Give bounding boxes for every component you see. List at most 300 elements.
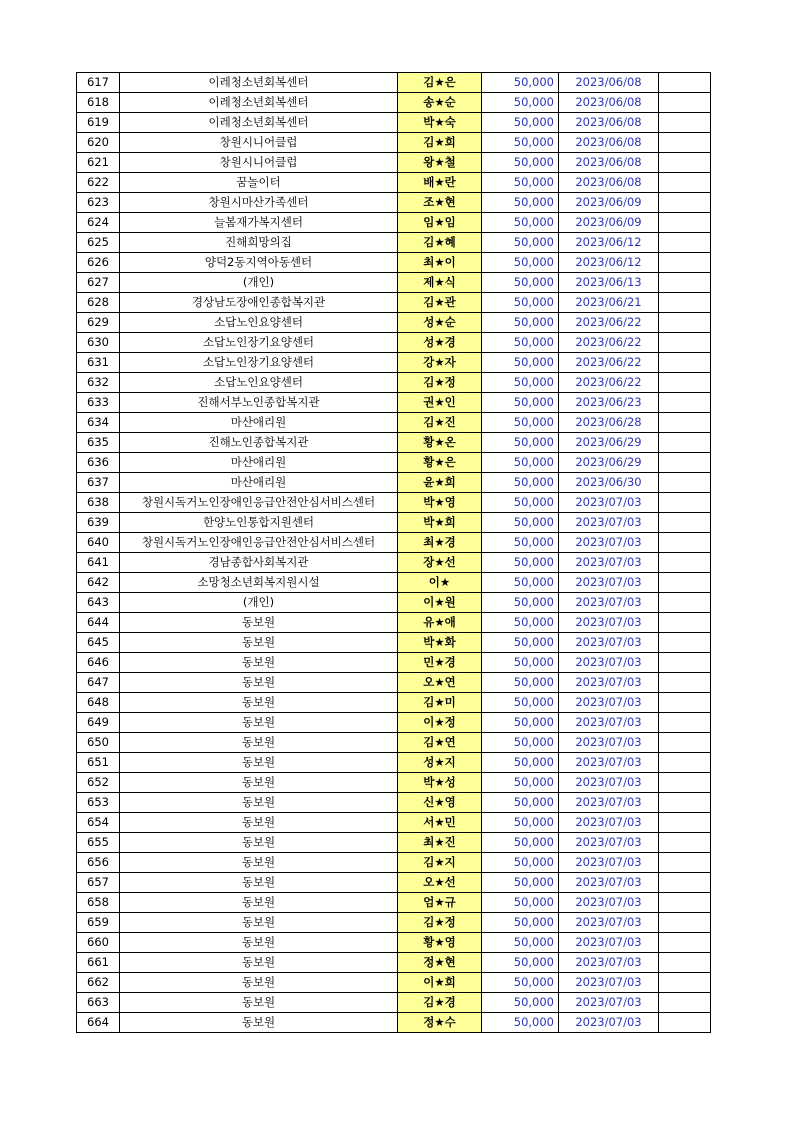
donor-name-cell: 김★진 — [398, 413, 482, 433]
amount-cell: 50,000 — [482, 73, 559, 93]
blank-cell — [659, 753, 711, 773]
table-row — [77, 933, 711, 953]
date-cell: 2023/06/22 — [559, 313, 659, 333]
date-cell: 2023/07/03 — [559, 953, 659, 973]
date-cell: 2023/07/03 — [559, 813, 659, 833]
date-cell: 2023/07/03 — [559, 993, 659, 1013]
organization-cell: 창원시독거노인장애인응급안전안심서비스센터 — [120, 493, 398, 513]
amount-cell: 50,000 — [482, 753, 559, 773]
donor-name-cell: 제★식 — [398, 273, 482, 293]
date-cell: 2023/06/23 — [559, 393, 659, 413]
blank-cell — [659, 73, 711, 93]
blank-cell — [659, 893, 711, 913]
table-row — [77, 473, 711, 493]
amount-cell: 50,000 — [482, 333, 559, 353]
organization-cell: 동보원 — [120, 773, 398, 793]
blank-cell — [659, 533, 711, 553]
amount-cell: 50,000 — [482, 773, 559, 793]
date-cell: 2023/07/03 — [559, 593, 659, 613]
date-cell: 2023/07/03 — [559, 853, 659, 873]
table-row — [77, 593, 711, 613]
blank-cell — [659, 433, 711, 453]
row-number: 658 — [77, 893, 120, 913]
date-cell: 2023/07/03 — [559, 653, 659, 673]
blank-cell — [659, 973, 711, 993]
row-number: 632 — [77, 373, 120, 393]
blank-cell — [659, 353, 711, 373]
donor-name-cell: 성★경 — [398, 333, 482, 353]
organization-cell: 양덕2동지역아동센터 — [120, 253, 398, 273]
row-number: 654 — [77, 813, 120, 833]
row-number: 642 — [77, 573, 120, 593]
organization-cell: 늘봄재가복지센터 — [120, 213, 398, 233]
donor-name-cell: 유★애 — [398, 613, 482, 633]
row-number: 624 — [77, 213, 120, 233]
blank-cell — [659, 573, 711, 593]
donation-table-body — [77, 73, 711, 1033]
row-number: 645 — [77, 633, 120, 653]
row-number: 649 — [77, 713, 120, 733]
organization-cell: 동보원 — [120, 833, 398, 853]
row-number: 662 — [77, 973, 120, 993]
date-cell: 2023/06/08 — [559, 133, 659, 153]
amount-cell: 50,000 — [482, 693, 559, 713]
organization-cell: 경남종합사회복지관 — [120, 553, 398, 573]
date-cell: 2023/06/28 — [559, 413, 659, 433]
table-row — [77, 113, 711, 133]
amount-cell: 50,000 — [482, 673, 559, 693]
organization-cell: 동보원 — [120, 893, 398, 913]
row-number: 628 — [77, 293, 120, 313]
organization-cell: 동보원 — [120, 993, 398, 1013]
amount-cell: 50,000 — [482, 573, 559, 593]
amount-cell: 50,000 — [482, 973, 559, 993]
amount-cell: 50,000 — [482, 173, 559, 193]
donor-name-cell: 김★혜 — [398, 233, 482, 253]
organization-cell: 마산애리원 — [120, 453, 398, 473]
donor-name-cell: 신★영 — [398, 793, 482, 813]
table-row — [77, 993, 711, 1013]
blank-cell — [659, 673, 711, 693]
blank-cell — [659, 93, 711, 113]
row-number: 659 — [77, 913, 120, 933]
blank-cell — [659, 273, 711, 293]
donor-name-cell: 민★경 — [398, 653, 482, 673]
blank-cell — [659, 733, 711, 753]
donor-name-cell: 오★연 — [398, 673, 482, 693]
amount-cell: 50,000 — [482, 873, 559, 893]
blank-cell — [659, 153, 711, 173]
blank-cell — [659, 593, 711, 613]
row-number: 641 — [77, 553, 120, 573]
row-number: 651 — [77, 753, 120, 773]
date-cell: 2023/07/03 — [559, 773, 659, 793]
organization-cell: 마산애리원 — [120, 473, 398, 493]
row-number: 622 — [77, 173, 120, 193]
donor-name-cell: 엄★규 — [398, 893, 482, 913]
date-cell: 2023/07/03 — [559, 573, 659, 593]
donor-name-cell: 왕★철 — [398, 153, 482, 173]
table-row — [77, 633, 711, 653]
donor-name-cell: 정★수 — [398, 1013, 482, 1033]
row-number: 648 — [77, 693, 120, 713]
amount-cell: 50,000 — [482, 493, 559, 513]
amount-cell: 50,000 — [482, 473, 559, 493]
date-cell: 2023/07/03 — [559, 553, 659, 573]
blank-cell — [659, 853, 711, 873]
donor-name-cell: 최★경 — [398, 533, 482, 553]
date-cell: 2023/07/03 — [559, 493, 659, 513]
row-number: 621 — [77, 153, 120, 173]
row-number: 637 — [77, 473, 120, 493]
date-cell: 2023/06/08 — [559, 173, 659, 193]
amount-cell: 50,000 — [482, 413, 559, 433]
organization-cell: 소답노인요양센터 — [120, 313, 398, 333]
date-cell: 2023/06/08 — [559, 93, 659, 113]
row-number: 623 — [77, 193, 120, 213]
table-row — [77, 213, 711, 233]
blank-cell — [659, 113, 711, 133]
organization-cell: 동보원 — [120, 753, 398, 773]
date-cell: 2023/07/03 — [559, 733, 659, 753]
row-number: 663 — [77, 993, 120, 1013]
table-row — [77, 533, 711, 553]
date-cell: 2023/07/03 — [559, 1013, 659, 1033]
blank-cell — [659, 693, 711, 713]
organization-cell: 동보원 — [120, 793, 398, 813]
date-cell: 2023/07/03 — [559, 933, 659, 953]
row-number: 652 — [77, 773, 120, 793]
table-row — [77, 73, 711, 93]
date-cell: 2023/06/30 — [559, 473, 659, 493]
organization-cell: 동보원 — [120, 633, 398, 653]
amount-cell: 50,000 — [482, 353, 559, 373]
donor-name-cell: 황★온 — [398, 433, 482, 453]
blank-cell — [659, 813, 711, 833]
row-number: 650 — [77, 733, 120, 753]
amount-cell: 50,000 — [482, 833, 559, 853]
organization-cell: 동보원 — [120, 853, 398, 873]
donor-name-cell: 황★영 — [398, 933, 482, 953]
table-row — [77, 953, 711, 973]
date-cell: 2023/06/08 — [559, 153, 659, 173]
amount-cell: 50,000 — [482, 733, 559, 753]
blank-cell — [659, 1013, 711, 1033]
date-cell: 2023/06/13 — [559, 273, 659, 293]
blank-cell — [659, 213, 711, 233]
donor-name-cell: 윤★희 — [398, 473, 482, 493]
amount-cell: 50,000 — [482, 913, 559, 933]
organization-cell: 경상남도장애인종합복지관 — [120, 293, 398, 313]
table-row — [77, 93, 711, 113]
date-cell: 2023/07/03 — [559, 673, 659, 693]
blank-cell — [659, 713, 711, 733]
amount-cell: 50,000 — [482, 1013, 559, 1033]
donor-name-cell: 서★민 — [398, 813, 482, 833]
row-number: 625 — [77, 233, 120, 253]
organization-cell: 이레청소년회복센터 — [120, 73, 398, 93]
amount-cell: 50,000 — [482, 953, 559, 973]
table-row — [77, 893, 711, 913]
date-cell: 2023/07/03 — [559, 513, 659, 533]
amount-cell: 50,000 — [482, 313, 559, 333]
date-cell: 2023/07/03 — [559, 533, 659, 553]
donor-name-cell: 김★은 — [398, 73, 482, 93]
table-row — [77, 253, 711, 273]
row-number: 633 — [77, 393, 120, 413]
date-cell: 2023/07/03 — [559, 893, 659, 913]
organization-cell: 이레청소년회복센터 — [120, 93, 398, 113]
blank-cell — [659, 793, 711, 813]
blank-cell — [659, 833, 711, 853]
table-row — [77, 773, 711, 793]
table-row — [77, 353, 711, 373]
organization-cell: 동보원 — [120, 813, 398, 833]
blank-cell — [659, 993, 711, 1013]
amount-cell: 50,000 — [482, 633, 559, 653]
amount-cell: 50,000 — [482, 513, 559, 533]
donor-name-cell: 박★성 — [398, 773, 482, 793]
table-row — [77, 573, 711, 593]
amount-cell: 50,000 — [482, 593, 559, 613]
donation-table — [76, 72, 711, 1033]
date-cell: 2023/07/03 — [559, 873, 659, 893]
donor-name-cell: 박★영 — [398, 493, 482, 513]
blank-cell — [659, 913, 711, 933]
donor-name-cell: 최★이 — [398, 253, 482, 273]
donor-name-cell: 이★정 — [398, 713, 482, 733]
organization-cell: 소답노인장기요양센터 — [120, 333, 398, 353]
row-number: 620 — [77, 133, 120, 153]
table-row — [77, 453, 711, 473]
donor-name-cell: 조★현 — [398, 193, 482, 213]
amount-cell: 50,000 — [482, 553, 559, 573]
row-number: 643 — [77, 593, 120, 613]
row-number: 657 — [77, 873, 120, 893]
organization-cell: 창원시니어클럽 — [120, 133, 398, 153]
blank-cell — [659, 633, 711, 653]
donor-name-cell: 송★순 — [398, 93, 482, 113]
blank-cell — [659, 613, 711, 633]
donor-name-cell: 성★순 — [398, 313, 482, 333]
date-cell: 2023/06/12 — [559, 233, 659, 253]
organization-cell: 꿈놀이터 — [120, 173, 398, 193]
table-row — [77, 233, 711, 253]
table-row — [77, 313, 711, 333]
organization-cell: 동보원 — [120, 933, 398, 953]
organization-cell: 동보원 — [120, 733, 398, 753]
amount-cell: 50,000 — [482, 613, 559, 633]
organization-cell: 동보원 — [120, 973, 398, 993]
row-number: 631 — [77, 353, 120, 373]
donor-name-cell: 김★경 — [398, 993, 482, 1013]
table-row — [77, 493, 711, 513]
blank-cell — [659, 773, 711, 793]
table-row — [77, 173, 711, 193]
blank-cell — [659, 193, 711, 213]
donor-name-cell: 권★인 — [398, 393, 482, 413]
date-cell: 2023/07/03 — [559, 973, 659, 993]
blank-cell — [659, 293, 711, 313]
organization-cell: 진해희망의집 — [120, 233, 398, 253]
organization-cell: 동보원 — [120, 693, 398, 713]
date-cell: 2023/07/03 — [559, 693, 659, 713]
table-row — [77, 153, 711, 173]
table-row — [77, 273, 711, 293]
donor-name-cell: 성★지 — [398, 753, 482, 773]
date-cell: 2023/07/03 — [559, 913, 659, 933]
amount-cell: 50,000 — [482, 813, 559, 833]
amount-cell: 50,000 — [482, 193, 559, 213]
organization-cell: 동보원 — [120, 913, 398, 933]
blank-cell — [659, 653, 711, 673]
table-row — [77, 373, 711, 393]
row-number: 664 — [77, 1013, 120, 1033]
amount-cell: 50,000 — [482, 993, 559, 1013]
table-row — [77, 673, 711, 693]
row-number: 618 — [77, 93, 120, 113]
donor-name-cell: 김★지 — [398, 853, 482, 873]
donor-name-cell: 장★선 — [398, 553, 482, 573]
amount-cell: 50,000 — [482, 373, 559, 393]
blank-cell — [659, 493, 711, 513]
row-number: 634 — [77, 413, 120, 433]
date-cell: 2023/06/29 — [559, 453, 659, 473]
date-cell: 2023/07/03 — [559, 713, 659, 733]
row-number: 661 — [77, 953, 120, 973]
blank-cell — [659, 393, 711, 413]
row-number: 647 — [77, 673, 120, 693]
blank-cell — [659, 373, 711, 393]
organization-cell: 동보원 — [120, 673, 398, 693]
amount-cell: 50,000 — [482, 273, 559, 293]
organization-cell: 진해노인종합복지관 — [120, 433, 398, 453]
blank-cell — [659, 553, 711, 573]
blank-cell — [659, 413, 711, 433]
organization-cell: 소답노인요양센터 — [120, 373, 398, 393]
row-number: 638 — [77, 493, 120, 513]
amount-cell: 50,000 — [482, 93, 559, 113]
amount-cell: 50,000 — [482, 933, 559, 953]
donor-name-cell: 박★희 — [398, 513, 482, 533]
row-number: 635 — [77, 433, 120, 453]
table-row — [77, 693, 711, 713]
donor-name-cell: 김★정 — [398, 913, 482, 933]
organization-cell: 동보원 — [120, 1013, 398, 1033]
date-cell: 2023/07/03 — [559, 793, 659, 813]
blank-cell — [659, 313, 711, 333]
blank-cell — [659, 253, 711, 273]
donor-name-cell: 이★ — [398, 573, 482, 593]
organization-cell: 이레청소년회복센터 — [120, 113, 398, 133]
blank-cell — [659, 873, 711, 893]
table-row — [77, 613, 711, 633]
organization-cell: 동보원 — [120, 953, 398, 973]
amount-cell: 50,000 — [482, 433, 559, 453]
amount-cell: 50,000 — [482, 853, 559, 873]
amount-cell: 50,000 — [482, 453, 559, 473]
date-cell: 2023/06/08 — [559, 73, 659, 93]
table-row — [77, 433, 711, 453]
row-number: 646 — [77, 653, 120, 673]
amount-cell: 50,000 — [482, 653, 559, 673]
table-row — [77, 133, 711, 153]
table-row — [77, 753, 711, 773]
organization-cell: 진해서부노인종합복지관 — [120, 393, 398, 413]
donor-name-cell: 김★정 — [398, 373, 482, 393]
row-number: 629 — [77, 313, 120, 333]
date-cell: 2023/07/03 — [559, 613, 659, 633]
organization-cell: 소답노인장기요양센터 — [120, 353, 398, 373]
table-row — [77, 793, 711, 813]
table-row — [77, 833, 711, 853]
table-row — [77, 513, 711, 533]
row-number: 619 — [77, 113, 120, 133]
date-cell: 2023/07/03 — [559, 753, 659, 773]
organization-cell: 한양노인통합지원센터 — [120, 513, 398, 533]
organization-cell: 동보원 — [120, 613, 398, 633]
donor-name-cell: 강★자 — [398, 353, 482, 373]
organization-cell: (개인) — [120, 593, 398, 613]
row-number: 636 — [77, 453, 120, 473]
donor-name-cell: 이★원 — [398, 593, 482, 613]
organization-cell: 마산애리원 — [120, 413, 398, 433]
blank-cell — [659, 953, 711, 973]
table-row — [77, 733, 711, 753]
organization-cell: 창원시마산가족센터 — [120, 193, 398, 213]
donor-name-cell: 김★희 — [398, 133, 482, 153]
amount-cell: 50,000 — [482, 153, 559, 173]
row-number: 653 — [77, 793, 120, 813]
date-cell: 2023/06/22 — [559, 353, 659, 373]
row-number: 639 — [77, 513, 120, 533]
blank-cell — [659, 333, 711, 353]
table-row — [77, 413, 711, 433]
row-number: 656 — [77, 853, 120, 873]
amount-cell: 50,000 — [482, 793, 559, 813]
amount-cell: 50,000 — [482, 253, 559, 273]
date-cell: 2023/06/08 — [559, 113, 659, 133]
donor-name-cell: 정★현 — [398, 953, 482, 973]
row-number: 617 — [77, 73, 120, 93]
amount-cell: 50,000 — [482, 393, 559, 413]
table-row — [77, 1013, 711, 1033]
date-cell: 2023/07/03 — [559, 633, 659, 653]
date-cell: 2023/06/22 — [559, 333, 659, 353]
blank-cell — [659, 173, 711, 193]
row-number: 630 — [77, 333, 120, 353]
organization-cell: 동보원 — [120, 653, 398, 673]
blank-cell — [659, 233, 711, 253]
donor-name-cell: 오★선 — [398, 873, 482, 893]
donor-name-cell: 이★희 — [398, 973, 482, 993]
organization-cell: 창원시독거노인장애인응급안전안심서비스센터 — [120, 533, 398, 553]
row-number: 655 — [77, 833, 120, 853]
blank-cell — [659, 133, 711, 153]
row-number: 640 — [77, 533, 120, 553]
blank-cell — [659, 473, 711, 493]
amount-cell: 50,000 — [482, 113, 559, 133]
organization-cell: 동보원 — [120, 873, 398, 893]
date-cell: 2023/06/22 — [559, 373, 659, 393]
date-cell: 2023/06/09 — [559, 193, 659, 213]
table-row — [77, 873, 711, 893]
date-cell: 2023/06/21 — [559, 293, 659, 313]
table-row — [77, 333, 711, 353]
row-number: 626 — [77, 253, 120, 273]
row-number: 660 — [77, 933, 120, 953]
organization-cell: (개인) — [120, 273, 398, 293]
